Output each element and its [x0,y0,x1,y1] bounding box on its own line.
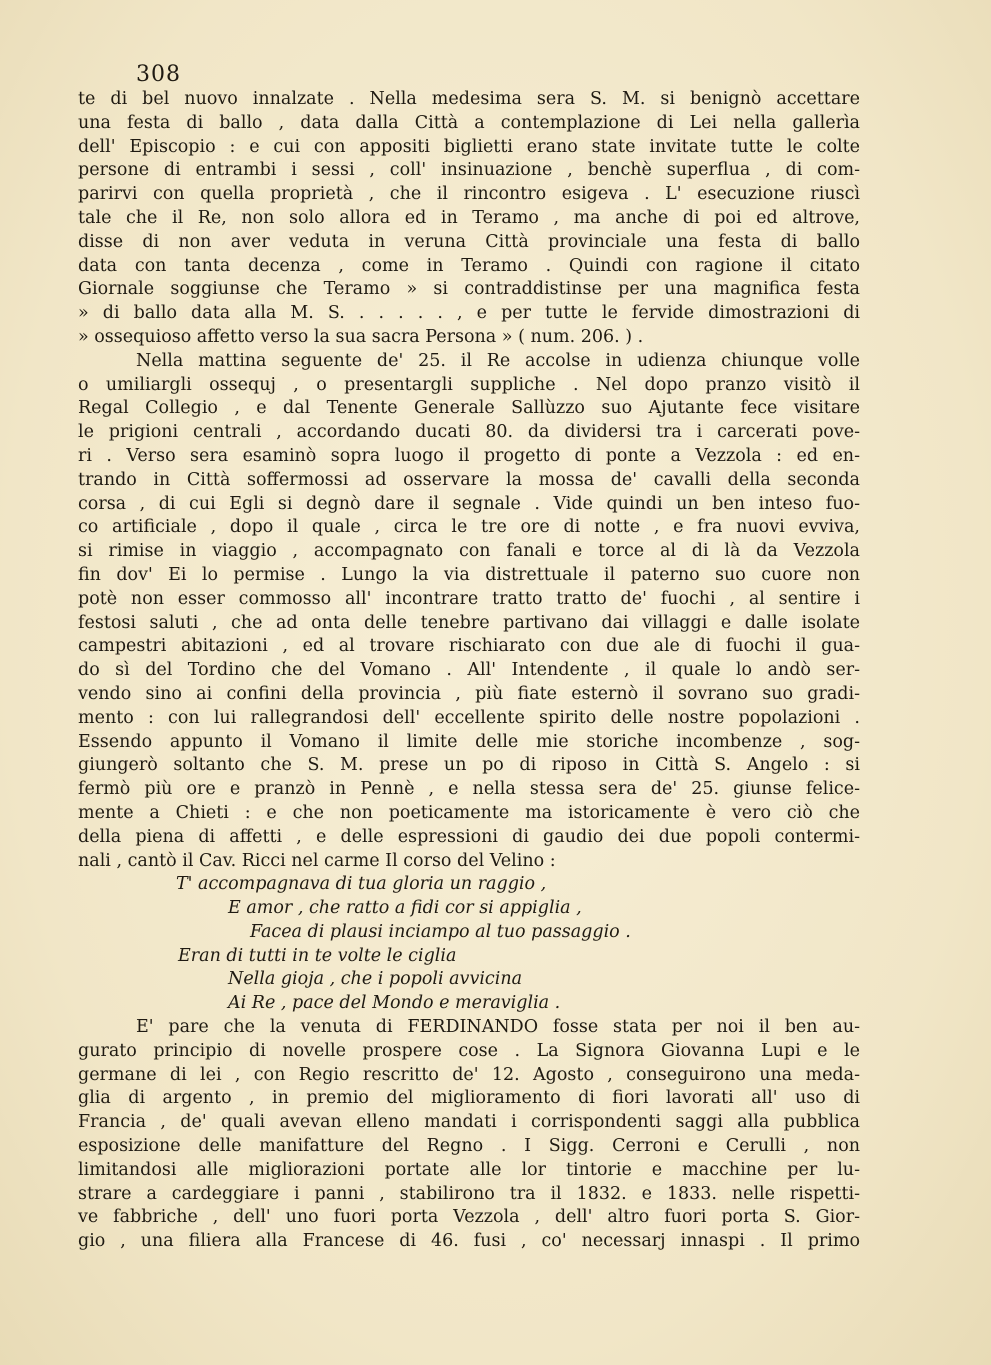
text-line: E' pare che la venuta di FERDINANDO fosse stata per noi il ben au- [136,1017,860,1038]
text-line: Nella mattina seguente de' 25. il Re accolse in udienza chiunque volle [136,350,860,371]
text-line: campestri abitazioni , ed al trovare rischiarato con due ale di fuochi il gua- [78,636,860,657]
poem-quote [78,873,860,1016]
text-line: disse di non aver veduta in veruna Città provinciale una festa di ballo [78,231,860,252]
text-line: le prigioni centrali , accordando ducati 80. da dividersi tra i carcerati pove- [78,422,860,443]
text-line: festosi saluti , che ad onta delle tenebre partivano dai villaggi e dalle isolate [78,612,860,633]
text-line: limitandosi alle migliorazioni portate alle lor tintorie e macchine per lu- [78,1159,860,1180]
text-line: Regal Collegio , e dal Tenente Generale Sallùzzo suo Ajutante fece visitare [78,398,860,419]
verse-line: Ai Re , pace del Mondo e meraviglia . [228,993,561,1014]
text-line: corsa , di cui Egli si degnò dare il segnale . Vide quindi un ben inteso fuo- [78,493,860,514]
verse-line: E amor , che ratto a fidi cor si appiglia , [228,898,582,919]
text-line: strare a cardeggiare i panni , stabilirono tra il 1832. e 1833. nelle rispetti- [78,1183,860,1204]
text-line: gio , una filiera alla Francese di 46. fusi , co' necessarj innaspi . Il primo [78,1231,860,1252]
verse-line: Facea di plausi inciampo al tuo passaggio . [250,921,631,942]
text-line: nali , cantò il Cav. Ricci nel carme Il corso del Velino : [78,850,556,871]
text-line: si rimise in viaggio , accompagnato con fanali e torce al di là da Vezzola [78,541,860,562]
text-line: » di ballo data alla M. S. . . . . . , e per tutte le fervide dimostrazioni di [78,303,860,324]
text-line: o umiliargli ossequj , o presentargli suppliche . Nel dopo pranzo visitò il [78,374,860,395]
text-line: te di bel nuovo innalzate . Nella medesima sera S. M. si benignò accettare [78,89,860,109]
text-line: glia di argento , in premio del miglioramento di fiori lavorati all' uso di [78,1088,860,1109]
text-line: Giornale soggiunse che Teramo » si contraddistinse per una magnifica festa [78,279,860,300]
text-line: fermò più ore e pranzò in Pennè , e nella stessa sera de' 25. giunse felice- [78,779,860,800]
text-line: germane di lei , con Regio rescritto de' 12. Agosto , conseguirono una meda- [78,1064,860,1085]
body-text [78,88,860,1254]
text-line: fin dov' Ei lo permise . Lungo la via distrettuale il paterno suo cuore non [78,564,860,585]
text-line: esposizione delle manifatture del Regno . I Sigg. Cerroni e Cerulli , non [78,1136,860,1157]
text-line: gurato principio di novelle prospere cose . La Signora Giovanna Lupi e le [78,1040,860,1061]
text-line: tale che il Re, non solo allora ed in Teramo , ma anche di poi ed altrove, [78,207,860,228]
text-line: do sì del Tordino che del Vomano . All' Intendente , il quale lo andò ser- [78,660,860,681]
verse-line: Eran di tutti in te volte le ciglia [178,945,457,966]
text-line: data con tanta decenza , come in Teramo . Quindi con ragione il citato [78,255,860,276]
text-line: dell' Episcopio : e cui con appositi biglietti erano state invitate tutte le colte [78,136,860,157]
text-line: trando in Città soffermossi ad osservare la mossa de' cavalli della seconda [78,469,860,490]
text-line: persone di entrambi i sessi , coll' insinuazione , benchè superflua , di com- [78,160,860,181]
text-line: della piena di affetti , e delle espressioni di gaudio dei due popoli contermi- [78,826,860,847]
text-line: vendo sino ai confini della provincia , più fiate esternò il sovrano suo gradi- [78,683,860,704]
text-line: co artificiale , dopo il quale , circa le tre ore di notte , e fra nuovi evviva, [78,517,860,538]
text-line: una festa di ballo , data dalla Città a contemplazione di Lei nella gallerìa [78,112,860,133]
page-number: 308 [136,62,181,87]
text-line: Essendo appunto il Vomano il limite delle mie storiche incombenze , sog- [78,731,860,752]
text-line: parirvi con quella proprietà , che il rincontro esigeva . L' esecuzione riuscì [78,184,860,205]
text-line: » ossequioso affetto verso la sua sacra Persona » ( num. 206. ) . [78,326,644,347]
text-line: Francia , de' quali avevan elleno mandati i corrispondenti saggi alla pubblica [78,1112,860,1133]
text-line: ve fabbriche , dell' uno fuori porta Vezzola , dell' altro fuori porta S. Gior- [78,1207,860,1228]
verse-line: T' accompagnava di tua gloria un raggio , [176,874,547,895]
text-line: mente a Chieti : e che non poeticamente ma istoricamente è vero ciò che [78,802,860,823]
text-line: ri . Verso sera esaminò sopra luogo il progetto di ponte a Vezzola : ed en- [78,445,860,466]
text-line: giungerò soltanto che S. M. prese un po di riposo in Città S. Angelo : si [78,755,860,776]
verse-line: Nella gioja , che i popoli avvicina [228,969,523,990]
text-line: potè non esser commosso all' incontrare tratto tratto de' fuochi , al sentire i [78,588,860,609]
text-line: mento : con lui rallegrandosi dell' eccellente spirito delle nostre popolazioni . [78,707,860,728]
